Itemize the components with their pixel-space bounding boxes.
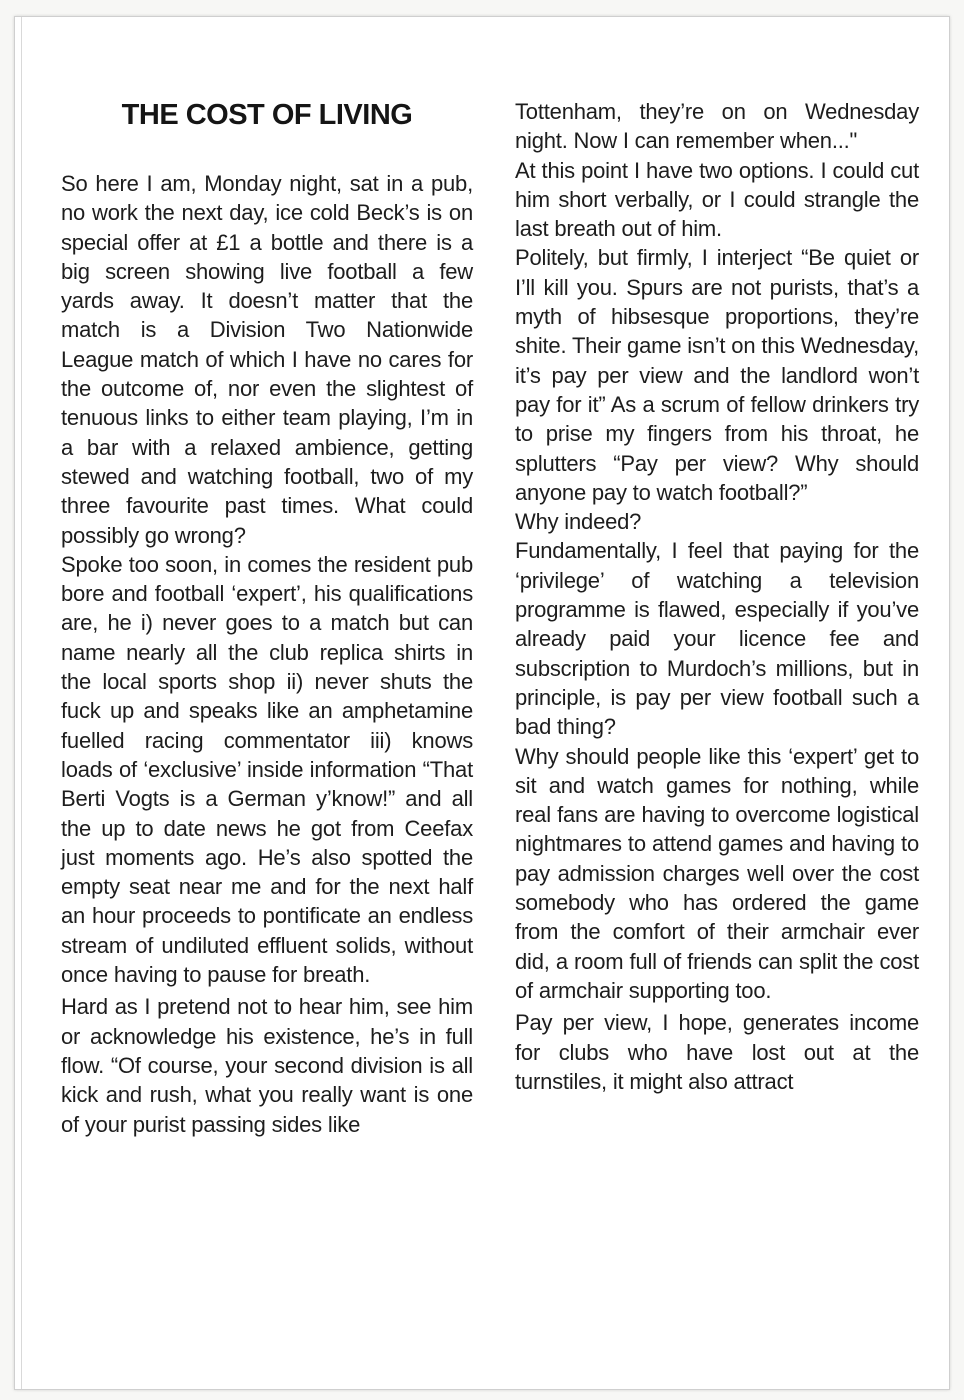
right-column xyxy=(515,97,919,1096)
paragraph: Pay per view, I hope, generates income for clubs who have lost out at the turnstiles, it might also attract xyxy=(515,1010,919,1094)
paragraph: Hard as I pretend not to hear him, see him or acknowledge his existence, he’s in full flow. “Of course, your second division is all kick and rush, what you really want is one of your purist passing sides like xyxy=(61,994,473,1137)
paragraph: Politely, but firmly, I interject “Be quiet or I’ll kill you. Spurs are not purists, that’s a myth of hibsesque proportions, they’re shite. Their game isn’t on this Wednesday, it’s pay per view and the landlord won’t pay for it” As a scrum of fellow drinkers try to prise my fingers from his throat, he splutters “Pay per view? Why should anyone pay to watch football?” xyxy=(515,245,919,505)
paragraph: Why should people like this ‘expert’ get to sit and watch games for nothing, while real fans are having to overcome logistical nightmares to attend games and having to pay admission charges well over the cost somebody who has ordered the game from the comfort of their armchair ever did, a room full of friends can split the cost of armchair supporting too. xyxy=(515,743,919,1003)
paragraph: At this point I have two options. I could cut him short verbally, or I could strangle the last breath out of him. xyxy=(515,157,919,242)
magazine-page xyxy=(14,16,950,1390)
article-title: THE COST OF LIVING xyxy=(121,99,413,131)
left-column xyxy=(61,169,473,1139)
paragraph: Spoke too soon, in comes the resident pub bore and football ‘expert’, his qualifications are, he i) never goes to a match but can name nearly all the club replica shirts in the local sports shop ii) never shuts the fuck up and speaks like an amphetamine fuelled racing commentator iii) knows loads of ‘exclusive’ inside information “That Berti Vogts is a German y’know!” and all the up to date news he got from Ceefax just moments ago. He’s also spotted the empty seat near me and for the next half an hour proceeds to pontificate an endless stream of undiluted effluent solids, without once having to pause for breath. xyxy=(61,551,473,988)
paragraph: Tottenham, they’re on on Wednesday night. Now I can remember when..." xyxy=(515,99,919,154)
paragraph: Fundamentally, I feel that paying for the ‘privilege’ of watching a television programme is flawed, especially if you’ve already paid your licence fee and subscription to Murdoch’s millions, but in principle, is pay per view football such a bad thing? xyxy=(515,538,919,740)
paragraph: Why indeed? xyxy=(515,509,642,535)
paragraph: So here I am, Monday night, sat in a pub, no work the next day, ice cold Beck’s is on special offer at £1 a bottle and there is a big screen showing live football a few yards away. It doesn’t matter that the match is a Division Two Nationwide League match of which I have no cares for the outcome of, nor even the slightest of tenuous links to either team playing, I’m in a bar with a relaxed ambience, getting stewed and watching football, two of my three favourite past times. What could possibly go wrong? xyxy=(61,171,473,548)
